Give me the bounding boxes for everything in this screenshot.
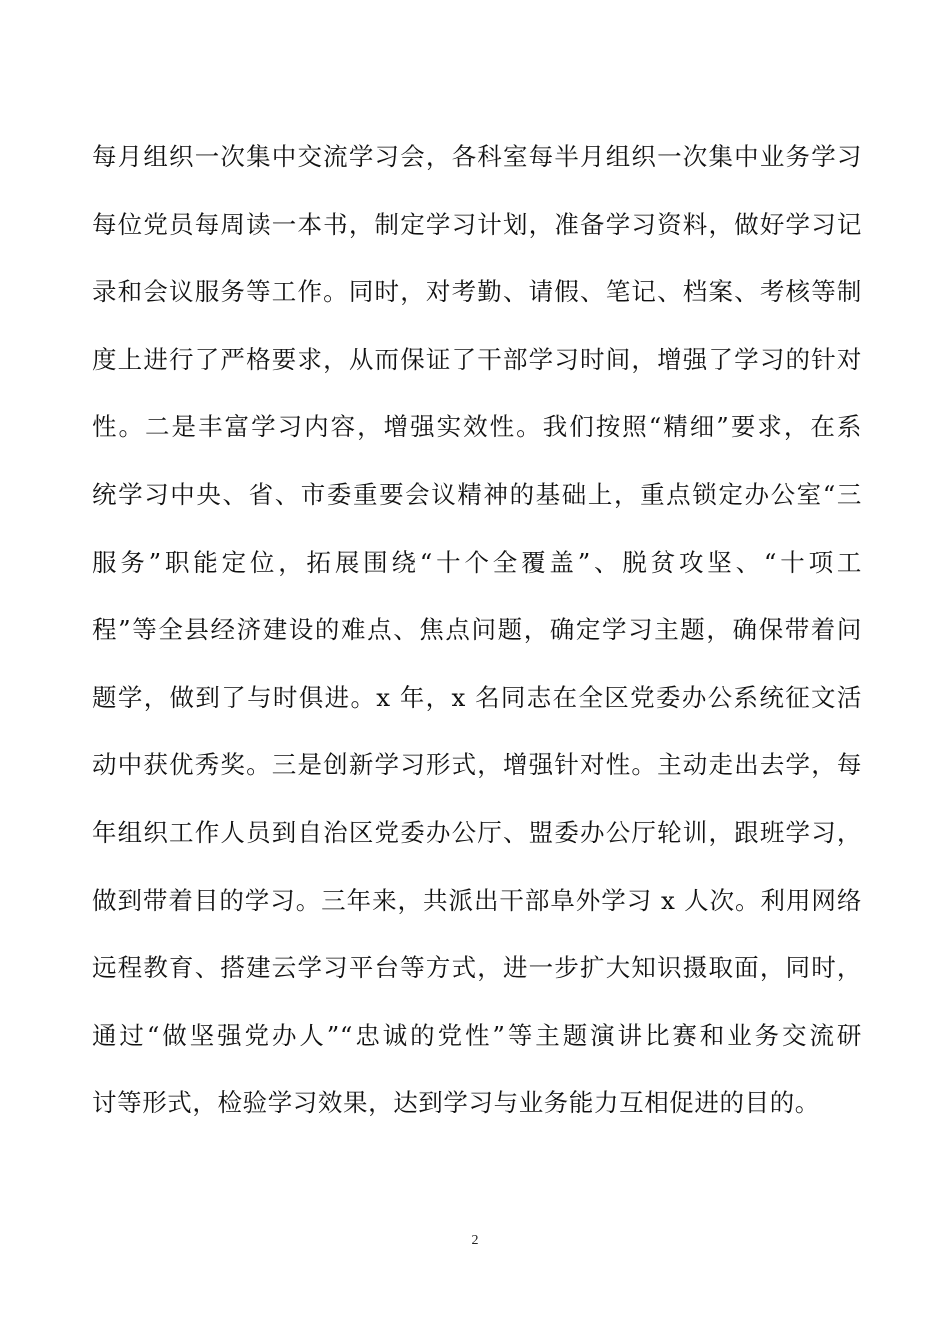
- text-line: 远程教育、搭建云学习平台等方式，进一步扩大知识摄取面，同时，: [92, 953, 862, 983]
- text-line: 录和会议服务等工作。同时，对考勤、请假、笔记、档案、考核等制: [92, 277, 862, 307]
- text-line: 做到带着目的学习。三年来，共派出干部阜外学习 x 人次。利用网络: [92, 885, 862, 915]
- text-line: 度上进行了严格要求，从而保证了干部学习时间，增强了学习的针对: [92, 344, 862, 374]
- text-line: 程”等全县经济建设的难点、焦点问题，确定学习主题，确保带着问: [92, 615, 862, 645]
- text-line: 性。二是丰富学习内容，增强实效性。我们按照“精细”要求，在系: [92, 412, 862, 442]
- text-line: 动中获优秀奖。三是创新学习形式，增强针对性。主动走出去学，每: [92, 750, 862, 780]
- text-line: 每位党员每周读一本书，制定学习计划，准备学习资料，做好学习记: [92, 209, 862, 239]
- text-line: 讨等形式，检验学习效果，达到学习与业务能力互相促进的目的。: [92, 1088, 820, 1118]
- text-line: 年组织工作人员到自治区党委办公厅、盟委办公厅轮训，跟班学习，: [92, 817, 862, 847]
- page-number: 2: [471, 1233, 479, 1248]
- text-line: 通过“做坚强党办人”“忠诚的党性”等主题演讲比赛和业务交流研: [92, 1020, 862, 1050]
- text-line: 服务”职能定位，拓展围绕“十个全覆盖”、脱贫攻坚、“十项工: [92, 547, 862, 577]
- body-text: [92, 133, 862, 1147]
- text-line: 题学，做到了与时俱进。x 年，x 名同志在全区党委办公系统征文活: [92, 682, 862, 712]
- text-line: 每月组织一次集中交流学习会，各科室每半月组织一次集中业务学习: [92, 142, 862, 171]
- text-line: 统学习中央、省、市委重要会议精神的基础上，重点锁定办公室“三: [92, 479, 862, 509]
